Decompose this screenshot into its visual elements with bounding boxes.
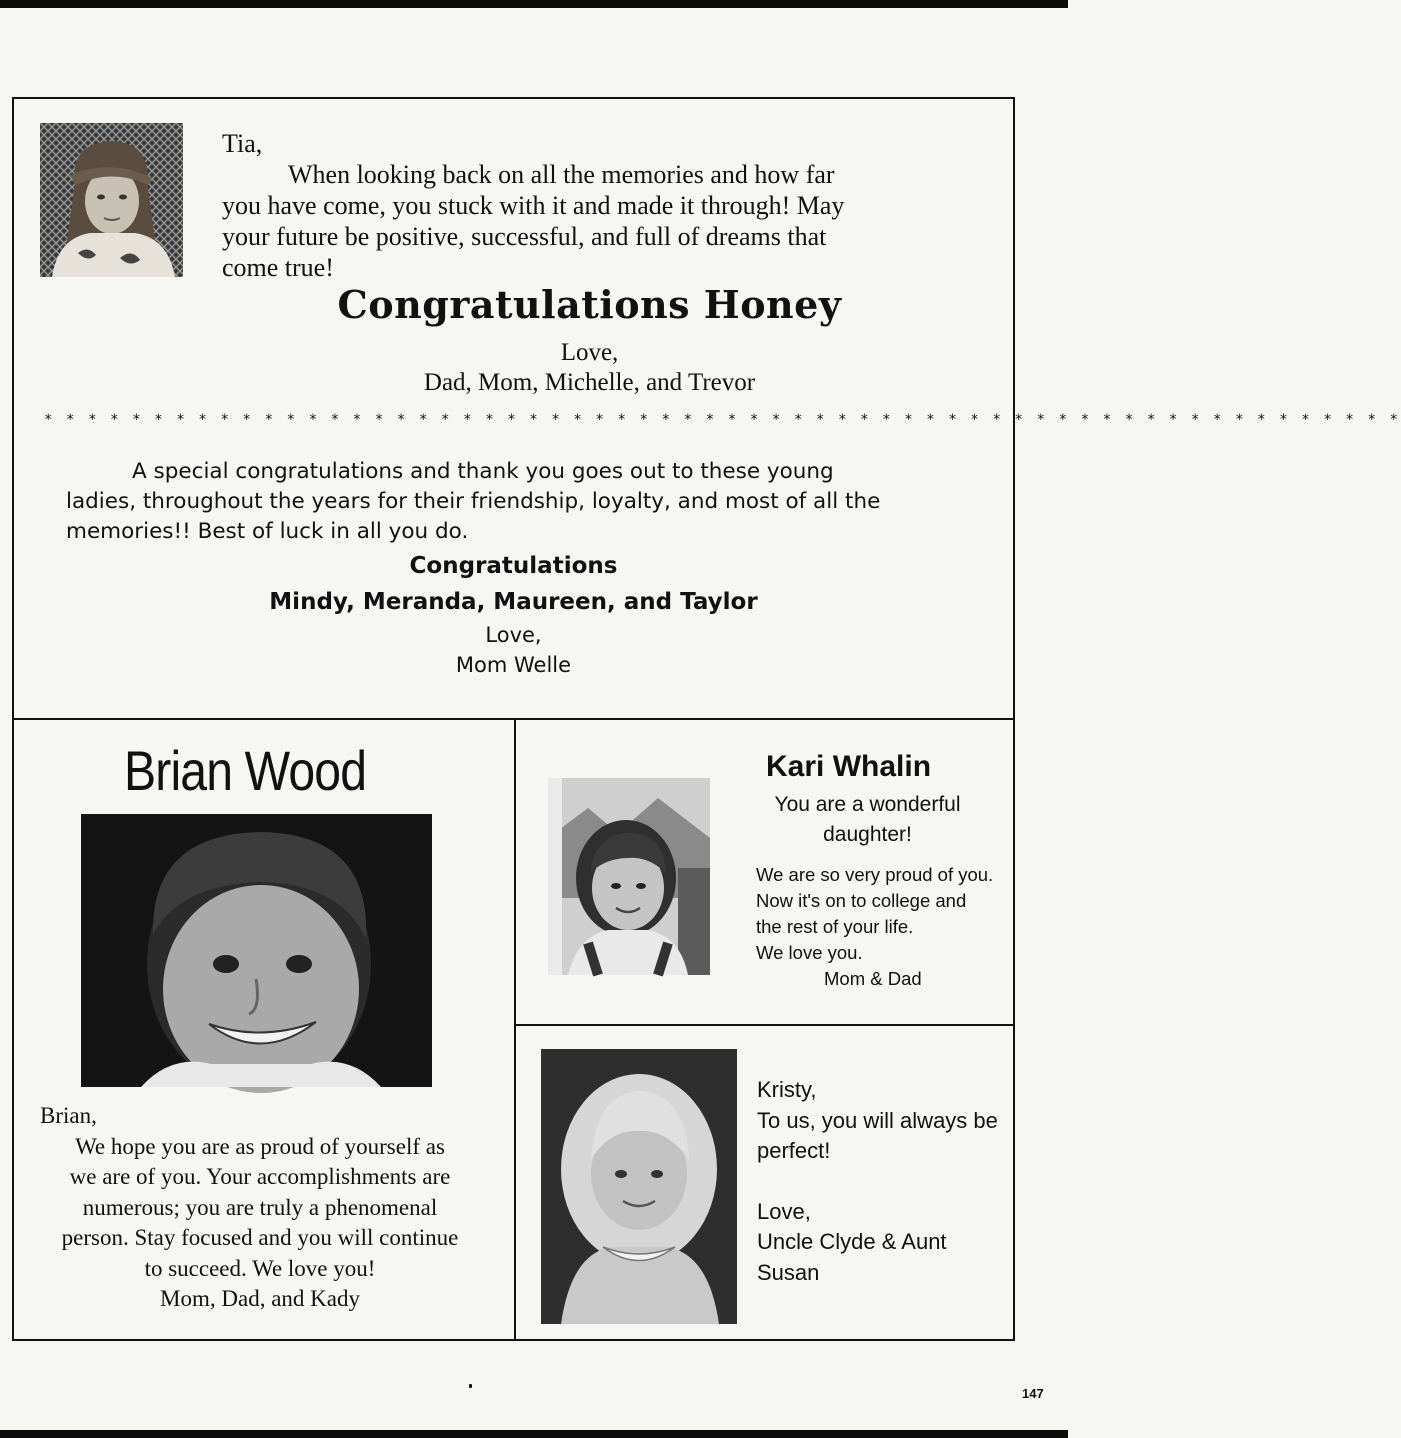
tia-line: your future be positive, successful, and full of dreams that [222,222,827,251]
friends-line: A special congratulations and thank you goes out to these young [132,459,834,484]
brian-signature: Mom, Dad, and Kady [160,1286,360,1311]
tia-salutation: Tia, [222,129,263,158]
kari-subtitle [760,790,975,850]
scan-top-edge [0,0,1068,8]
friends-line: ladies, throughout the years for their friendship, loyalty, and most of all the [66,489,881,514]
kristy-salutation: Kristy, [757,1077,817,1102]
print-speck [469,1384,472,1388]
tia-line: you have come, you stuck with it and made it through! May [222,191,845,220]
brian-line: person. Stay focused and you will continue [61,1225,459,1250]
brian-line: We hope you are as proud of yourself as [75,1133,445,1159]
kari-message [756,862,996,992]
friends-names: Mindy, Meranda, Maureen, and Taylor [269,589,758,615]
kari-photo [548,778,710,975]
kari-sub-line: daughter! [823,823,912,846]
friends-signature [12,620,1015,680]
brian-name: Brian Wood [124,739,367,802]
kristy-message [757,1075,1007,1288]
tia-line: come true! [222,253,334,282]
scan-bottom-edge [0,1430,1068,1438]
kristy-photo [541,1049,737,1324]
brian-line: to succeed. We love you! [144,1255,376,1281]
friends-closing: Love, [485,623,542,647]
kari-signature: Mom & Dad [824,968,922,989]
brian-message [30,1101,490,1315]
divider-horizontal-right [514,1024,1015,1026]
page-number: 147 [1022,1386,1044,1401]
divider-vertical [514,718,516,1341]
tia-line: When looking back on all the memories and how far [288,160,835,189]
kristy-closing: Love, [757,1198,811,1224]
brian-line: we are of you. Your accomplishments are [69,1164,451,1189]
brian-photo [81,814,432,1087]
star-divider: * * * * * * * * * * * * * * * * * * * * * * * * * * * * * * * * * * * * * * * * * * * * * * * * * * * * * * * * * * * * * * [44,412,1401,428]
tia-photo [40,123,183,277]
tia-from: Dad, Mom, Michelle, and Trevor [423,369,756,396]
friends-line: memories!! Best of luck in all you do. [66,519,469,544]
kari-line: We are so very proud of you. [756,864,994,885]
kari-line: the rest of your life. [756,916,914,937]
tia-headline: Congratulations Honey [337,282,842,327]
friends-message [66,457,956,547]
kristy-signature: Uncle Clyde & Aunt Susan [757,1229,947,1285]
tia-signature [88,338,1091,398]
tia-message [222,128,982,283]
kari-line: Now it's on to college and [756,890,967,911]
kari-name: Kari Whalin [766,750,932,783]
kristy-line: To us, you will always be [757,1107,998,1133]
kari-line: We love you. [756,942,863,963]
friends-heading [12,548,1015,620]
kristy-line: perfect! [757,1138,831,1163]
brian-line: numerous; you are truly a phenomenal [82,1194,438,1220]
friends-from: Mom Welle [455,653,572,677]
kari-sub-line: You are a wonderful [774,793,961,816]
friends-title: Congratulations [409,553,618,579]
brian-salutation: Brian, [40,1103,97,1128]
tia-closing: Love, [560,339,619,366]
